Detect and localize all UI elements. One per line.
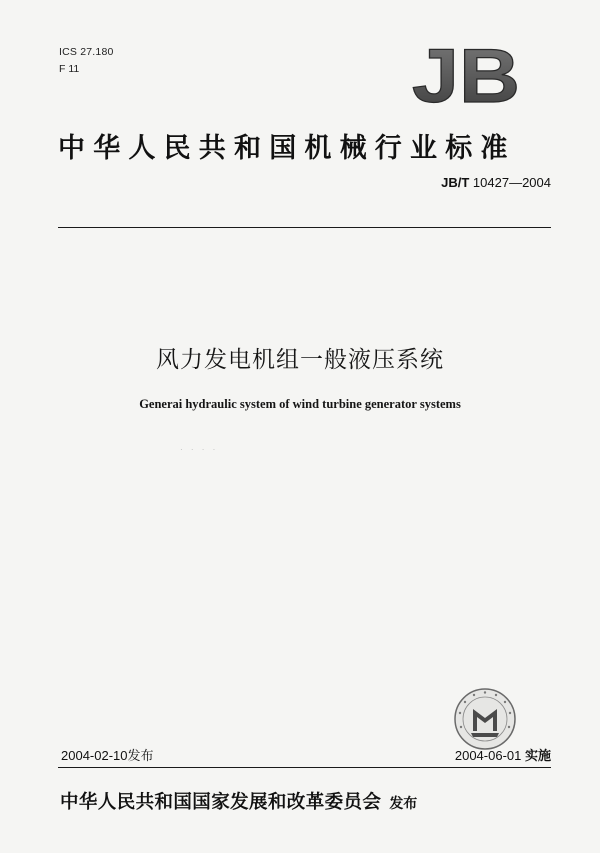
- publisher-seal: [453, 687, 517, 751]
- publisher-name: 中华人民共和国国家发展和改革委员会: [60, 792, 382, 813]
- ics-code: ICS 27.180: [59, 46, 114, 58]
- standard-category: 中华人民共和国机械行业标准: [58, 133, 516, 164]
- issue-date-label: 发布: [127, 749, 154, 764]
- classification-code: F 11: [59, 63, 80, 75]
- issue-date: [61, 745, 154, 764]
- issue-date-value: 2004-02-10: [61, 748, 128, 763]
- document-title-chinese: 风力发电机组一般液压系统: [156, 347, 444, 373]
- svg-text:JB: JB: [412, 40, 520, 108]
- publisher-action: 发布: [389, 796, 418, 812]
- paper-specks: · · · ·: [180, 445, 219, 454]
- footer-divider: [58, 767, 551, 768]
- implementation-date-label: 实施: [524, 749, 551, 764]
- standard-number-prefix: JB/T: [441, 175, 470, 190]
- implementation-date-value: 2004-06-01: [454, 748, 522, 763]
- header-divider: [58, 227, 551, 228]
- jb-logo: [410, 40, 522, 108]
- standard-number: [363, 175, 551, 190]
- standard-number-value: 10427—2004: [472, 175, 551, 190]
- implementation-date: [380, 745, 551, 764]
- publisher-line: [60, 788, 550, 814]
- document-title-english: Generai hydraulic system of wind turbine generator systems: [139, 397, 461, 411]
